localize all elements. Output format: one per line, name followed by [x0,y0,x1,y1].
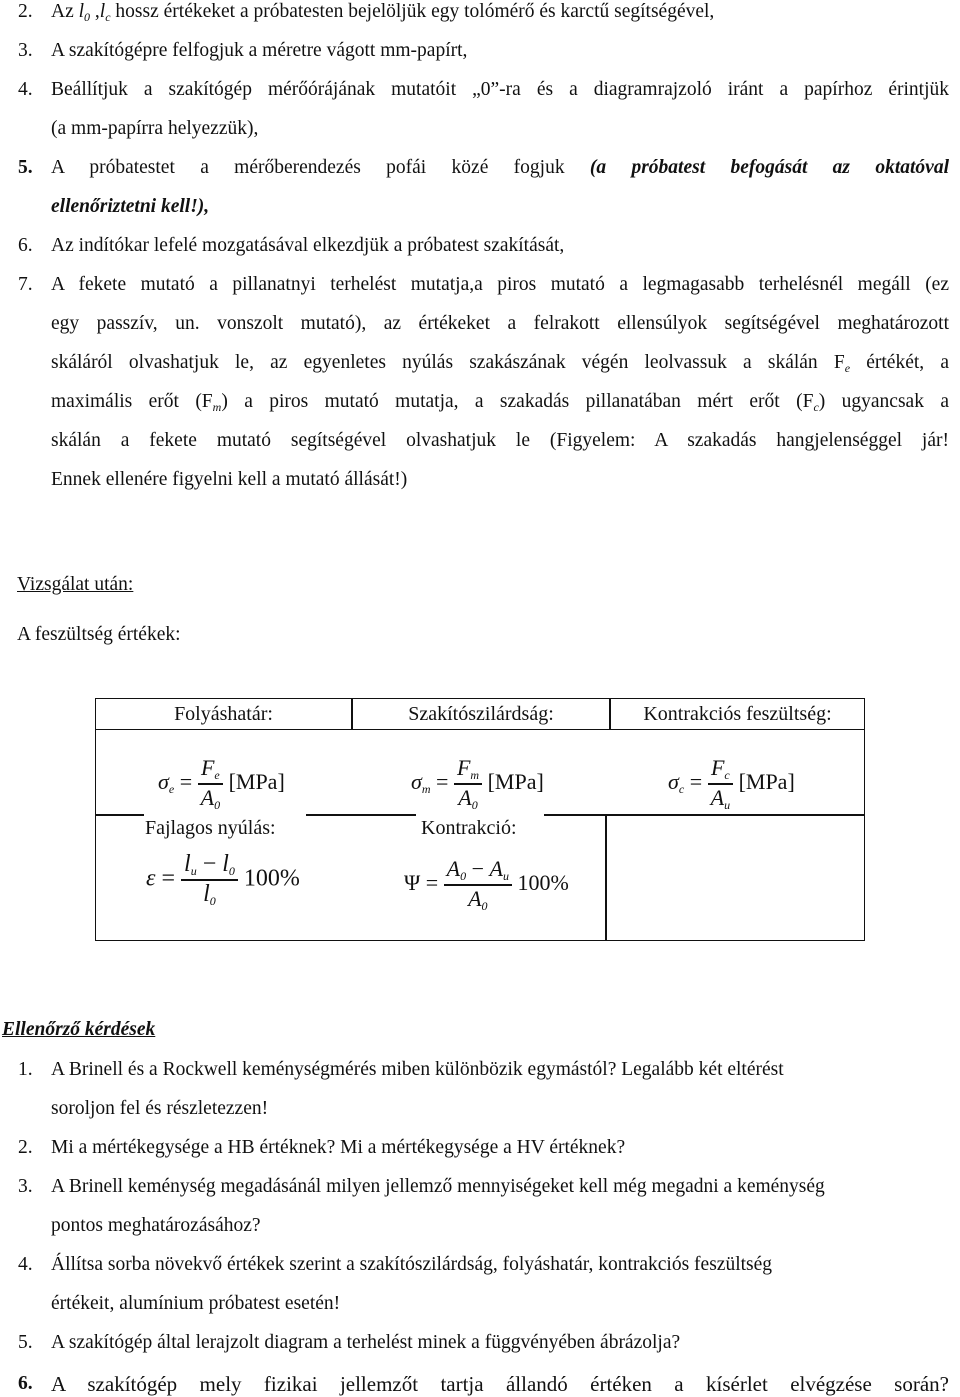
step-5-line-2: ellenőriztetni kell!), [51,196,210,217]
question-4-line-1: Állítsa sorba növekvő értékek szerint a szakítószilárdság, folyáshatár, kontrakciós feszültség [51,1254,773,1275]
step-number: 4. [18,79,33,100]
step-5-line-1: A próbatestet a mérőberendezés pofái közé fogjuk (a próbatest befogását az oktatóval [51,157,949,178]
question-number: 2. [18,1137,33,1158]
question-3-line-2: pontos meghatározásához? [51,1215,261,1236]
question-number: 3. [18,1176,33,1197]
header-tensile-strength: Szakítószilárdság: [408,703,554,725]
step-7-line-2: egy passzív, un. vonszolt mutató), az értékeket a felrakott ellensúlyok segítségével meghatározott [51,313,949,334]
question-4-line-2: értékeit, alumínium próbatest esetén! [51,1293,341,1314]
step-number: 5. [18,157,33,178]
question-number: 4. [18,1254,33,1275]
formula-psi: Ψ = $\frac{A_0 - A_u}{A_0}$ 100% [404,856,569,913]
step-7-line-6: Ennek ellenére figyelni kell a mutató állását!) [51,469,408,490]
formula-sigma-e: $\sigma_e$ = $\frac{F_e}{A_0}$ [MPa] [158,755,285,812]
step-number: 6. [18,235,33,256]
header-contraction-stress: Kontrakciós feszültség: [643,703,832,725]
step-3-text: A szakítógépre felfogjuk a méretre vágott mm-papírt, [51,40,468,61]
question-1-line-1: A Brinell és a Rockwell keménységmérés miben különbözik egymástól? Legalább két eltérést [51,1059,784,1080]
question-number: 6. [18,1373,33,1394]
label-contraction: Kontrakció: [421,817,517,839]
question-5-line-1: A szakítógép által lerajzolt diagram a terhelést minek a függvényében ábrázolja? [51,1332,681,1353]
step-number: 3. [18,40,33,61]
step-4-line-1: Beállítjuk a szakítógép mérőórájának mutatóit „0”-ra és a diagramrajzoló iránt a papírhoz érintjük [51,79,949,100]
step-7-line-4: maximális erőt $(F_m)$ a piros mutató mutatja, a szakadás pillanatában mért erőt $(F_c)$ ugyancsak a [51,391,949,414]
step-6-text: Az indítókar lefelé mozgatásával elkezdjük a próbatest szakítását, [51,235,565,256]
table-header-row [96,699,864,730]
question-number: 1. [18,1059,33,1080]
label-specific-elongation: Fajlagos nyúlás: [145,817,276,839]
step-7-line-3: skáláról olvashatjuk le, az egyenletes nyúlás szakászának végén leolvassuk a skálán $F_e$ értékét, a [51,352,949,375]
header-yield-strength: Folyáshatár: [174,703,273,725]
step-4-line-2: (a mm-papírra helyezzük), [51,118,259,139]
question-number: 5. [18,1332,33,1353]
stress-values-label: A feszültség értékek: [17,624,181,645]
step-7-line-1: A fekete mutató a pillanatnyi terhelést mutatja,a piros mutató a legmagasabb terhelésnél megáll (ez [51,274,949,295]
formula-table [95,698,865,941]
question-1-line-2: soroljon fel és részletezzen! [51,1098,269,1119]
step-number: 7. [18,274,33,295]
step-number: 2. [18,1,33,22]
row-divider [96,814,864,816]
section-heading-after-test: Vizsgálat után: [17,574,134,595]
formula-sigma-c: $\sigma_c$ = $\frac{F_c}{A_u}$ [MPa] [668,755,795,812]
question-6-line-1: A szakítógép mely fizikai jellemzőt tartja állandó értéken a kísérlet elvégzése során? [51,1372,949,1396]
step-7-line-5: skálán a fekete mutató segítségével olvashatjuk le (Figyelem: A szakadás hangjelenséggel jár! [51,430,949,451]
column-divider-lower [605,814,607,940]
formula-sigma-m: $\sigma_m$ = $\frac{F_m}{A_0}$ [MPa] [411,755,544,812]
step-2-text: Az $l_0$ $,l_c$ hossz értékeket a próbatesten bejelöljük egy tolómérő és karctű segítségével, [51,1,715,24]
formula-epsilon: ε = $\frac{l_u - l_0}{l_0}$ 100% [146,851,300,908]
question-3-line-1: A Brinell keménység megadásánál milyen jellemző mennyiségeket kell még megadni a keménység [51,1176,825,1197]
question-2-line-1: Mi a mértékegysége a HB értéknek? Mi a mértékegysége a HV értéknek? [51,1137,626,1158]
questions-heading: Ellenőrző kérdések [2,1019,156,1040]
